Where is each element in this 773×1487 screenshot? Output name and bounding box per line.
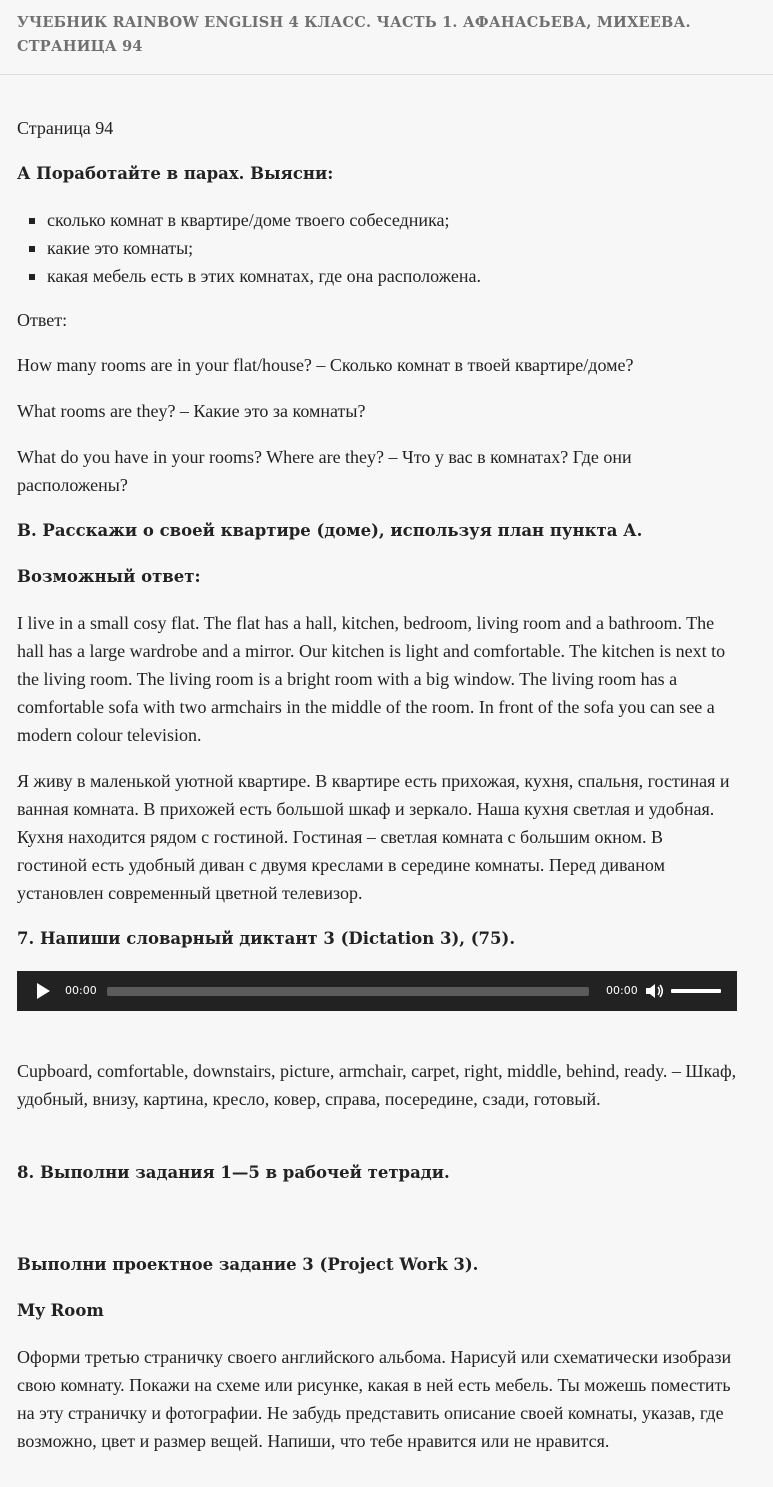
list-item: сколько комнат в квартире/доме твоего собеседника; [17, 206, 737, 234]
task-a-heading: А Поработайте в парах. Выясни: [17, 164, 334, 183]
play-icon[interactable] [37, 983, 50, 999]
answer-line: What rooms are they? – Какие это за комнаты? [17, 401, 366, 421]
answer-line: What do you have in your rooms? Where are they? – Что у вас в комнатах? Где они расположены? [17, 447, 632, 495]
list-item: какие это комнаты; [17, 234, 737, 262]
task-b-heading: B. Расскажи о своей квартире (доме), используя план пункта А. [17, 521, 643, 540]
possible-answer-label: Возможный ответ: [17, 567, 201, 586]
task-7-heading: 7. Напиши словарный диктант 3 (Dictation 3), (75). [17, 929, 516, 948]
current-time: 00:00 [65, 984, 97, 997]
bullet-icon [29, 218, 35, 224]
my-room-heading: My Room [17, 1301, 104, 1320]
task-a-list [17, 206, 737, 290]
audio-player [17, 971, 737, 1011]
list-item: какая мебель есть в этих комнатах, где она расположена. [17, 262, 737, 290]
answer-label: Ответ: [17, 310, 68, 330]
progress-bar[interactable] [107, 987, 589, 996]
english-text: I live in a small cosy flat. The flat has a hall, kitchen, bedroom, living room and a bathroom. The hall has a large wardrobe and a mirror. Our kitchen is light and comfortable. The kitchen is next to the living room. The living room is a bright room with a big window. The living room has a comfortable sofa with two armchairs in the middle of the room. In front of the sofa you can see a modern colour television. [17, 613, 726, 745]
volume-icon[interactable] [645, 982, 665, 1000]
bullet-icon [29, 274, 35, 280]
duration-time: 00:00 [606, 984, 638, 997]
task-8-heading: 8. Выполни задания 1—5 в рабочей тетради. [17, 1163, 450, 1182]
volume-slider[interactable] [671, 989, 721, 993]
russian-text: Я живу в маленькой уютной квартире. В квартире есть прихожая, кухня, спальня, гостиная и ванная комната. В прихожей есть большой шкаф и зеркало. Наша кухня светлая и удобная. Кухня находится рядом с гостиной. Гостиная – светлая комната с большим окном. В гостиной есть удобный диван с двумя креслами в середине комнаты. Перед диваном установлен современный цветной телевизор. [17, 771, 730, 903]
page-header [0, 0, 773, 75]
dictation-words: Cupboard, comfortable, downstairs, picture, armchair, carpet, right, middle, behind, ready. – Шкаф, удобный, внизу, картина, кресло, ковер, справа, посередине, сзади, готовый. [17, 1061, 737, 1109]
page-title: УЧЕБНИК RAINBOW ENGLISH 4 КЛАСС. ЧАСТЬ 1. АФАНАСЬЕВА, МИХЕЕВА. СТРАНИЦА 94 [17, 14, 691, 55]
bullet-icon [29, 246, 35, 252]
answer-line: How many rooms are in your flat/house? – Сколько комнат в твоей квартире/доме? [17, 355, 634, 375]
project-heading: Выполни проектное задание 3 (Project Work 3). [17, 1255, 479, 1274]
project-text: Оформи третью страничку своего английского альбома. Нарисуй или схематически изобрази свою комнату. Покажи на схеме или рисунке, какая в ней есть мебель. Ты можешь поместить на эту страничку и фотографии. Не забудь представить описание своей комнаты, указав, где возможно, цвет и размер вещей. Напиши, что тебе нравится или не нравится. [17, 1347, 732, 1451]
page-label: Страница 94 [17, 118, 114, 138]
